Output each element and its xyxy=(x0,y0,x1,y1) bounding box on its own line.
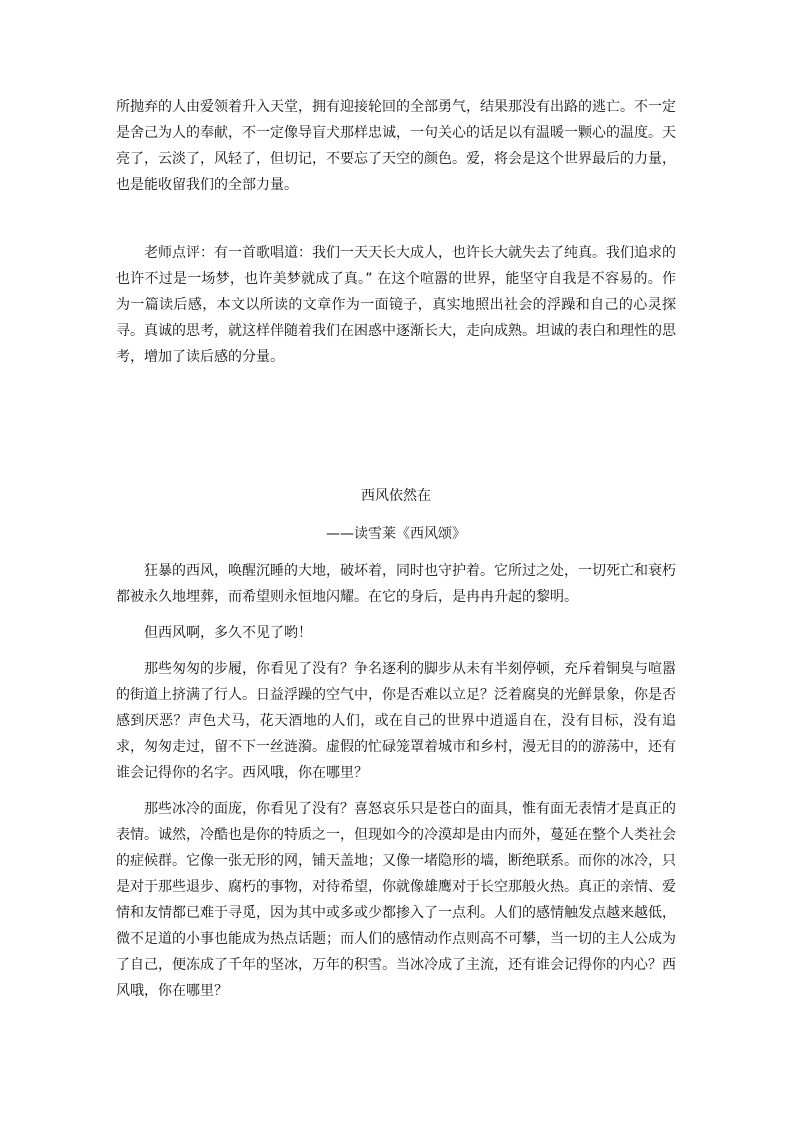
essay-paragraph: 狂暴的西风，唤醒沉睡的大地，破坏着，同时也守护着。它所过之处，一切死亡和衰朽都被永久地埋葬，而希望则永恒地闪耀。在它的身后，是冉冉升起的黎明。 xyxy=(116,563,676,605)
essay-body xyxy=(116,558,676,1014)
essay-paragraph: 那些匆匆的步履，你看见了没有？争名逐利的脚步从未有半刻停顿，充斥着铜臭与喧嚣的街道上挤满了行人。日益浮躁的空气中，你是否难以立足？泛着腐臭的光鲜景象，你是否感到厌恶？声色犬马，花天酒地的人们，或在自己的世界中逍遥自在，没有目标，没有追求，匆匆走过，留不下一丝涟漪。虚假的忙碌笼罩着城市和乡村，漫无目的的游荡中，还有谁会记得你的名字。西风哦，你在哪里？ xyxy=(116,661,676,781)
teacher-comment: 老师点评：有一首歌唱道：我们一天天长大成人，也许长大就失去了纯真。我们追求的也许不过是一场梦，也许美梦就成了真。” 在这个喧嚣的世界，能坚守自我是不容易的。作为一篇读后感，本文以所读的文章作为一面镜子，真实地照出社会的浮躁和自己的心灵探寻。真诚的思考，就这样伴随着我们在困惑中逐渐长大，走向成熟。坦诚的表白和理性的思考，增加了读后感的分量。 xyxy=(116,245,676,365)
essay-title: 西风依然在 xyxy=(361,488,431,504)
essay-paragraph: 那些冰冷的面庞，你看见了没有？喜怒哀乐只是苍白的面具，惟有面无表情才是真正的表情。诚然，冷酷也是你的特质之一，但现如今的冷漠却是由内而外，蔓延在整个人类社会的症候群。它像一张无形的网，铺天盖地；又像一堵隐形的墙，断绝联系。而你的冰冷，只是对于那些退步、腐朽的事物，对待希望，你就像雄鹰对于长空那般火热。真正的亲情、爱情和友情都已难于寻觅，因为其中或多或少都掺入了一点利。人们的感情触发点越来越低，微不足道的小事也能成为热点话题；而人们的感情动作点则高不可攀，当一切的主人公成为了自己，便冻成了千年的坚冰，万年的积雪。当冰冷成了主流，还有谁会记得你的内心？西风哦，你在哪里？ xyxy=(116,801,676,999)
essay-subtitle: ——读雪莱《西风颂》 xyxy=(326,526,466,542)
essay-paragraph: 但西风啊，多久不见了哟！ xyxy=(144,625,312,641)
continuation-paragraph: 所抛弃的人由爱领着升入天堂，拥有迎接轮回的全部勇气，结果那没有出路的逃亡。不一定是舍己为人的奉献，不一定像导盲犬那样忠诚，一句关心的话足以有温暖一颗心的温度。天亮了，云淡了，风轻了，但切记，不要忘了天空的颜色。爱，将会是这个世界最后的力量，也是能收留我们的全部力量。 xyxy=(116,99,676,193)
